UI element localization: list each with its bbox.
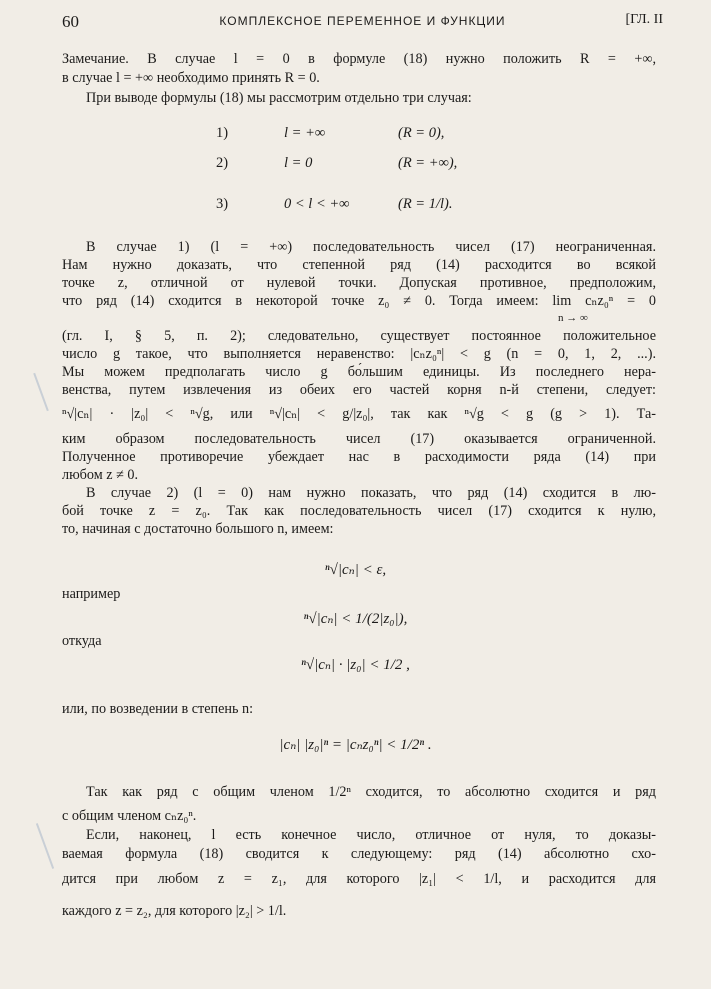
case1-para-line-11: Полученное противоречие убеждает нас в расходимости ряда (14) при	[62, 449, 656, 465]
label-whence: откуда	[62, 633, 102, 649]
page-number: 60	[62, 12, 79, 31]
case1-para-line-4: что ряд (14) сходится в некоторой точке z₀ ≠ 0. Тогда имеем: lim cₙz₀ⁿ = 0	[62, 293, 656, 309]
remark-line-1: Замечание. В случае l = 0 в формуле (18) нужно положить R = +∞,	[62, 51, 656, 67]
case-3-result: (R = 1/l).	[398, 196, 453, 212]
series-line-2: с общим членом cₙz₀ⁿ.	[62, 808, 197, 824]
case1-para-line-8: венства, путем извлечения из обеих его частей корня n-й степени, следует:	[62, 382, 656, 398]
case-1-condition: l = +∞	[284, 125, 326, 141]
case-3-condition: 0 < l < +∞	[284, 196, 350, 212]
series-line-1: Так как ряд с общим членом 1/2ⁿ сходится, то абсолютно сходится и ряд	[86, 784, 656, 800]
case-3-number: 3)	[216, 196, 229, 212]
case-1-result: (R = 0),	[398, 125, 445, 141]
case1-para-line-2: Нам нужно доказать, что степенной ряд (14) расходится во всякой	[62, 257, 656, 273]
case1-para-line-6: число g такое, что выполняется неравенство: |cₙz₀ⁿ| < g (n = 0, 1, 2, ...).	[62, 346, 656, 362]
running-header	[62, 12, 663, 34]
case2-para-line-2: бой точке z = z₀. Так как последовательность чисел (17) сходится к нулю,	[62, 503, 656, 519]
case1-para-line-10: ким образом последовательность чисел (17) оказывается ограниченной.	[62, 431, 656, 447]
case1-para-line-1: В случае 1) (l = +∞) последовательность чисел (17) неограниченная.	[86, 239, 656, 255]
case1-para-line-9: ⁿ√|cₙ| · |z₀| < ⁿ√g, или ⁿ√|cₙ| < g/|z₀|, так как ⁿ√g < g (g > 1). Та-	[62, 406, 656, 422]
remark-line-2: в случае l = +∞ необходимо принять R = 0.	[62, 70, 320, 86]
finite-line-1: Если, наконец, l есть конечное число, отличное от нуля, то доказы-	[86, 827, 656, 843]
formula-whence: ⁿ√|cₙ| · |z₀| < 1/2 ,	[301, 657, 410, 673]
highlighter-mark	[36, 823, 54, 869]
label-for-example: например	[62, 586, 121, 602]
case2-para-line-1: В случае 2) (l = 0) нам нужно показать, что ряд (14) сходится в лю-	[86, 485, 656, 501]
case-2-number: 2)	[216, 155, 229, 171]
intro-line: При выводе формулы (18) мы рассмотрим отдельно три случая:	[86, 90, 472, 106]
highlighter-mark	[33, 373, 49, 411]
case-2-condition: l = 0	[284, 155, 313, 171]
finite-line-3: дится при любом z = z₁, для которого |z₁| < 1/l, и расходится для	[62, 871, 656, 887]
case-1-number: 1)	[216, 125, 229, 141]
formula-power: |cₙ| |z₀|ⁿ = |cₙz₀ⁿ| < 1/2ⁿ .	[279, 737, 432, 753]
label-power: или, по возведении в степень n:	[62, 701, 254, 717]
finite-line-4: каждого z = z₂, для которого |z₂| > 1/l.	[62, 903, 287, 919]
case1-para-line-3: точке z, отличной от нулевой точки. Допуская противное, предположим,	[62, 275, 656, 291]
chapter-label: [ГЛ. II	[625, 12, 663, 27]
case1-para-line-12: любом z ≠ 0.	[62, 467, 139, 483]
running-title: КОМПЛЕКСНОЕ ПЕРЕМЕННОЕ И ФУНКЦИИ	[219, 14, 506, 28]
case2-para-line-3: то, начиная с достаточно большого n, имеем:	[62, 521, 334, 537]
limit-subscript: n → ∞	[558, 312, 588, 324]
case-2-result: (R = +∞),	[398, 155, 458, 171]
case1-para-line-7: Мы можем предполагать число g бо́льшим единицы. Из последнего нера-	[62, 364, 656, 380]
finite-line-2: ваемая формула (18) сводится к следующему: ряд (14) абсолютно схо-	[62, 846, 656, 862]
formula-eps: ⁿ√|cₙ| < ε,	[324, 562, 387, 578]
case1-para-line-5: (гл. I, § 5, п. 2); следовательно, существует постоянное положительное	[62, 328, 656, 344]
formula-example: ⁿ√|cₙ| < 1/(2|z₀|),	[303, 611, 408, 627]
